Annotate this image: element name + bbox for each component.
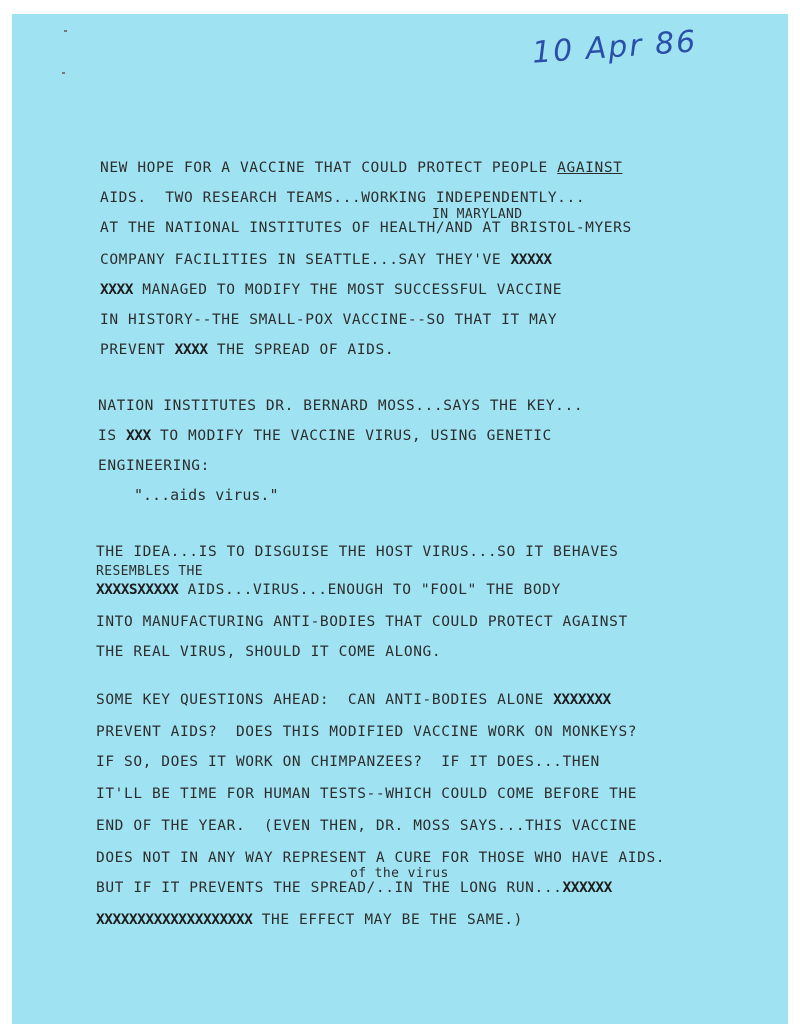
text-line: IT'LL BE TIME FOR HUMAN TESTS--WHICH COULD COME BEFORE THE: [96, 786, 638, 802]
text-line: THE IDEA...IS TO DISGUISE THE HOST VIRUS...SO IT BEHAVES: [96, 544, 619, 560]
text-line: BUT IF IT PREVENTS THE SPREAD/..IN THE LONG RUN...XXXXXX: [96, 880, 612, 896]
typed-insertion: of the virus: [350, 866, 449, 881]
text-line: NEW HOPE FOR A VACCINE THAT COULD PROTECT PEOPLE AGAINST: [100, 160, 623, 176]
strikeout: XXXX: [174, 342, 208, 358]
text-line: DOES NOT IN ANY WAY REPRESENT A CURE FOR THOSE WHO HAVE AIDS.: [96, 850, 666, 866]
text-line: END OF THE YEAR. (EVEN THEN, DR. MOSS SAYS...THIS VACCINE: [96, 818, 638, 834]
strikeout: XXX: [126, 428, 151, 444]
text-line: COMPANY FACILITIES IN SEATTLE...SAY THEY'VE XXXXX: [100, 252, 552, 268]
strikeout: XXXX: [100, 282, 133, 298]
text-line: AIDS. TWO RESEARCH TEAMS...WORKING INDEPENDENTLY...: [100, 190, 586, 206]
text-line: XXXXXXXXXXXXXXXXXXX THE EFFECT MAY BE THE SAME.): [96, 912, 523, 928]
text-line: IS XXX TO MODIFY THE VACCINE VIRUS, USING GENETIC: [98, 428, 552, 444]
text-line: INTO MANUFACTURING ANTI-BODIES THAT COULD PROTECT AGAINST: [96, 614, 628, 630]
text-line: PREVENT XXXX THE SPREAD OF AIDS.: [100, 342, 395, 358]
typed-insertion: IN MARYLAND: [432, 207, 523, 222]
pencil-mark: [62, 72, 65, 74]
text-line: IF SO, DOES IT WORK ON CHIMPANZEES? IF IT DOES...THEN: [96, 754, 600, 770]
quote-line: "...aids virus.": [134, 486, 279, 504]
strikeout: XXXXXX: [562, 880, 612, 896]
strikeout: XXXXXXX: [553, 692, 611, 708]
text-line: XXXXSXXXXX AIDS...VIRUS...ENOUGH TO "FOOL" THE BODY: [96, 582, 561, 598]
strikeout: XXXXXXXXXXXXXXXXXXX: [96, 912, 253, 928]
text-line: SOME KEY QUESTIONS AHEAD: CAN ANTI-BODIES ALONE XXXXXXX: [96, 692, 611, 708]
handwritten-date: 10 Apr 86: [530, 24, 699, 71]
text-line: XXXX MANAGED TO MODIFY THE MOST SUCCESSFUL VACCINE: [100, 282, 563, 298]
strikeout: XXXXSXXXXX: [96, 582, 179, 598]
text-line: IN HISTORY--THE SMALL-POX VACCINE--SO THAT IT MAY: [100, 312, 558, 328]
text-line: AT THE NATIONAL INSTITUTES OF HEALTH/AND AT BRISTOL-MYERS: [100, 220, 632, 236]
typed-insertion: RESEMBLES THE: [96, 564, 203, 579]
pencil-mark: [64, 30, 67, 32]
strikeout: XXXXX: [510, 252, 552, 268]
text-line: NATION INSTITUTES DR. BERNARD MOSS...SAYS THE KEY...: [98, 398, 584, 414]
text-line: PREVENT AIDS? DOES THIS MODIFIED VACCINE WORK ON MONKEYS?: [96, 724, 638, 740]
text-line: THE REAL VIRUS, SHOULD IT COME ALONG.: [96, 644, 442, 660]
text-line: ENGINEERING:: [98, 458, 210, 474]
document-page: [12, 14, 788, 1024]
